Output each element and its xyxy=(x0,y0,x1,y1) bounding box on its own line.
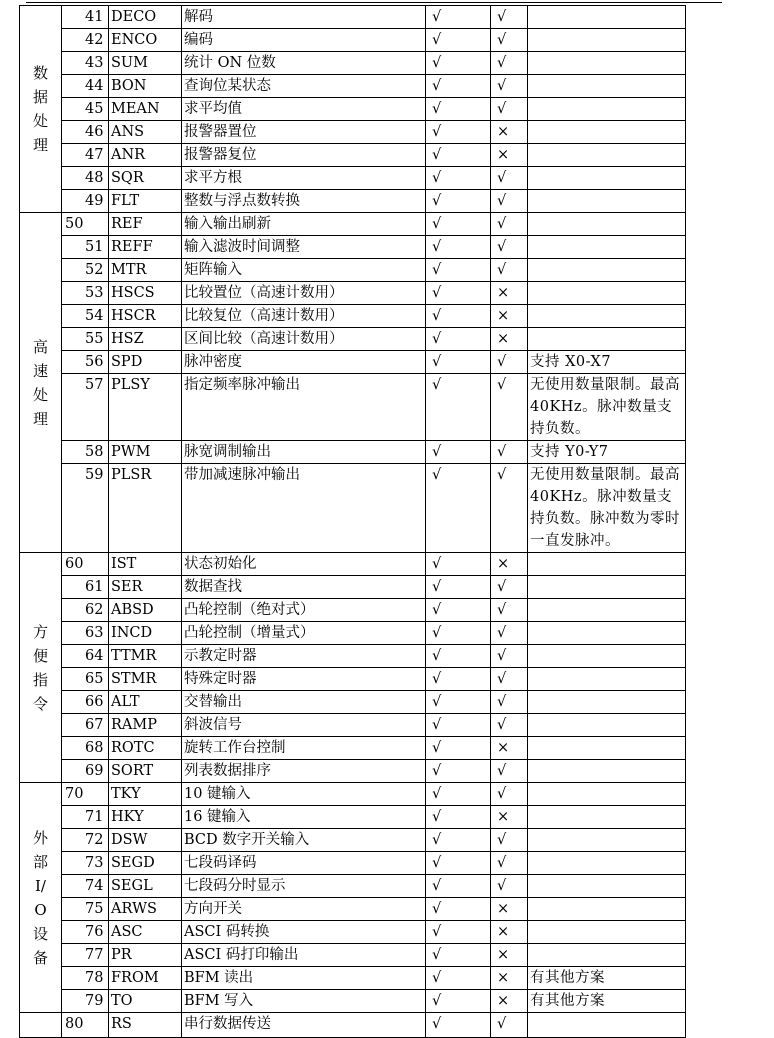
instruction-number: 70 xyxy=(62,783,109,806)
support-mark-1: √ xyxy=(426,351,491,374)
instruction-number: 57 xyxy=(62,374,109,441)
instruction-note xyxy=(528,829,686,852)
support-mark-2: √ xyxy=(491,622,528,645)
instruction-note xyxy=(528,328,686,351)
support-mark-1: √ xyxy=(426,737,491,760)
instruction-description: 16 键输入 xyxy=(182,806,426,829)
instruction-note xyxy=(528,190,686,213)
category-cell xyxy=(20,783,62,1013)
instruction-mnemonic: RS xyxy=(109,1013,182,1038)
support-mark-1: √ xyxy=(426,921,491,944)
table-row xyxy=(20,190,686,213)
instruction-note xyxy=(528,98,686,121)
instruction-number: 64 xyxy=(62,645,109,668)
instruction-number: 42 xyxy=(62,29,109,52)
support-mark-1: √ xyxy=(426,990,491,1013)
instruction-number: 63 xyxy=(62,622,109,645)
support-mark-2: √ xyxy=(491,714,528,737)
instruction-note xyxy=(528,167,686,190)
support-mark-1: √ xyxy=(426,75,491,98)
instruction-note xyxy=(528,852,686,875)
table-row xyxy=(20,282,686,305)
instruction-number: 43 xyxy=(62,52,109,75)
instruction-note xyxy=(528,622,686,645)
support-mark-1: √ xyxy=(426,167,491,190)
instruction-number: 80 xyxy=(62,1013,109,1038)
instruction-description: 编码 xyxy=(182,29,426,52)
support-mark-2: √ xyxy=(491,875,528,898)
instruction-note xyxy=(528,599,686,622)
support-mark-2: × xyxy=(491,990,528,1013)
support-mark-1: √ xyxy=(426,464,491,553)
support-mark-1: √ xyxy=(426,98,491,121)
instruction-note xyxy=(528,553,686,576)
instruction-note xyxy=(528,213,686,236)
instruction-number: 68 xyxy=(62,737,109,760)
category-cell xyxy=(20,6,62,213)
table-row xyxy=(20,737,686,760)
table-row xyxy=(20,553,686,576)
instruction-description: 特殊定时器 xyxy=(182,668,426,691)
table-row xyxy=(20,783,686,806)
instruction-description: BFM 读出 xyxy=(182,967,426,990)
instruction-mnemonic: DECO xyxy=(109,6,182,29)
instruction-number: 71 xyxy=(62,806,109,829)
table-row xyxy=(20,806,686,829)
instruction-note xyxy=(528,29,686,52)
instruction-mnemonic: PR xyxy=(109,944,182,967)
instruction-number: 62 xyxy=(62,599,109,622)
category-cell xyxy=(20,1013,62,1038)
instruction-mnemonic: TKY xyxy=(109,783,182,806)
support-mark-2: √ xyxy=(491,236,528,259)
instruction-mnemonic: REFF xyxy=(109,236,182,259)
category-cell xyxy=(20,213,62,553)
support-mark-1: √ xyxy=(426,714,491,737)
table-row xyxy=(20,760,686,783)
instruction-number: 66 xyxy=(62,691,109,714)
instruction-description: 解码 xyxy=(182,6,426,29)
support-mark-1: √ xyxy=(426,806,491,829)
table-row xyxy=(20,98,686,121)
table-row xyxy=(20,6,686,29)
instruction-number: 56 xyxy=(62,351,109,374)
instruction-mnemonic: RAMP xyxy=(109,714,182,737)
support-mark-2: × xyxy=(491,944,528,967)
instruction-number: 44 xyxy=(62,75,109,98)
support-mark-2: √ xyxy=(491,783,528,806)
instruction-mnemonic: ROTC xyxy=(109,737,182,760)
instruction-mnemonic: SEGD xyxy=(109,852,182,875)
instruction-mnemonic: REF xyxy=(109,213,182,236)
instruction-description: 比较置位（高速计数用） xyxy=(182,282,426,305)
instruction-description: 交替输出 xyxy=(182,691,426,714)
instruction-description: BCD 数字开关输入 xyxy=(182,829,426,852)
support-mark-2: √ xyxy=(491,52,528,75)
instruction-note xyxy=(528,944,686,967)
instruction-number: 67 xyxy=(62,714,109,737)
category-label: 方便指令 xyxy=(32,622,48,713)
support-mark-2: × xyxy=(491,121,528,144)
instruction-description: ASCI 码打印输出 xyxy=(182,944,426,967)
instruction-mnemonic: PLSR xyxy=(109,464,182,553)
instruction-description: 串行数据传送 xyxy=(182,1013,426,1038)
support-mark-1: √ xyxy=(426,259,491,282)
category-label: 数据处理 xyxy=(32,64,48,154)
instruction-number: 41 xyxy=(62,6,109,29)
instruction-description: 示教定时器 xyxy=(182,645,426,668)
instruction-note xyxy=(528,783,686,806)
table-row xyxy=(20,351,686,374)
support-mark-2: √ xyxy=(491,29,528,52)
instruction-mnemonic: ANS xyxy=(109,121,182,144)
support-mark-1: √ xyxy=(426,121,491,144)
instruction-description: 旋转工作台控制 xyxy=(182,737,426,760)
support-mark-2: √ xyxy=(491,374,528,441)
instruction-note: 无使用数量限制。最高 40KHz。脉冲数量支持负数。 xyxy=(528,374,686,441)
instruction-description: 脉冲密度 xyxy=(182,351,426,374)
table-row xyxy=(20,990,686,1013)
instruction-number: 65 xyxy=(62,668,109,691)
instruction-note xyxy=(528,75,686,98)
instruction-mnemonic: ENCO xyxy=(109,29,182,52)
instruction-mnemonic: HKY xyxy=(109,806,182,829)
instruction-note xyxy=(528,760,686,783)
instruction-number: 58 xyxy=(62,441,109,464)
table-row xyxy=(20,645,686,668)
table-row xyxy=(20,921,686,944)
support-mark-1: √ xyxy=(426,29,491,52)
instruction-mnemonic: HSCS xyxy=(109,282,182,305)
support-mark-2: √ xyxy=(491,691,528,714)
instruction-mnemonic: SUM xyxy=(109,52,182,75)
support-mark-2: × xyxy=(491,328,528,351)
table-row xyxy=(20,441,686,464)
support-mark-1: √ xyxy=(426,1013,491,1038)
support-mark-2: √ xyxy=(491,351,528,374)
instruction-number: 47 xyxy=(62,144,109,167)
instruction-number: 60 xyxy=(62,553,109,576)
instruction-note xyxy=(528,52,686,75)
support-mark-2: √ xyxy=(491,167,528,190)
table-row xyxy=(20,875,686,898)
table-row xyxy=(20,144,686,167)
table-row xyxy=(20,668,686,691)
instruction-mnemonic: DSW xyxy=(109,829,182,852)
support-mark-1: √ xyxy=(426,599,491,622)
instruction-mnemonic: FLT xyxy=(109,190,182,213)
instruction-mnemonic: ABSD xyxy=(109,599,182,622)
instruction-mnemonic: SEGL xyxy=(109,875,182,898)
instruction-mnemonic: SQR xyxy=(109,167,182,190)
support-mark-2: √ xyxy=(491,829,528,852)
instruction-number: 59 xyxy=(62,464,109,553)
instruction-mnemonic: IST xyxy=(109,553,182,576)
instruction-note xyxy=(528,121,686,144)
instruction-note xyxy=(528,282,686,305)
table-row xyxy=(20,52,686,75)
instruction-description: 区间比较（高速计数用） xyxy=(182,328,426,351)
instruction-mnemonic: STMR xyxy=(109,668,182,691)
support-mark-1: √ xyxy=(426,236,491,259)
support-mark-1: √ xyxy=(426,691,491,714)
support-mark-2: × xyxy=(491,282,528,305)
support-mark-2: √ xyxy=(491,464,528,553)
instruction-description: 数据查找 xyxy=(182,576,426,599)
instruction-note xyxy=(528,144,686,167)
instruction-note xyxy=(528,305,686,328)
instruction-note: 有其他方案 xyxy=(528,990,686,1013)
instruction-description: 脉宽调制输出 xyxy=(182,441,426,464)
support-mark-1: √ xyxy=(426,190,491,213)
support-mark-1: √ xyxy=(426,760,491,783)
instruction-number: 77 xyxy=(62,944,109,967)
instruction-description: 查询位某状态 xyxy=(182,75,426,98)
instruction-number: 78 xyxy=(62,967,109,990)
category-cell xyxy=(20,553,62,783)
instruction-note xyxy=(528,576,686,599)
instruction-number: 49 xyxy=(62,190,109,213)
instruction-number: 45 xyxy=(62,98,109,121)
table-row xyxy=(20,714,686,737)
instruction-number: 54 xyxy=(62,305,109,328)
instruction-description: 方向开关 xyxy=(182,898,426,921)
instruction-note xyxy=(528,691,686,714)
instruction-description: 报警器置位 xyxy=(182,121,426,144)
instruction-description: 七段码译码 xyxy=(182,852,426,875)
instruction-number: 55 xyxy=(62,328,109,351)
support-mark-2: √ xyxy=(491,213,528,236)
instruction-note xyxy=(528,737,686,760)
instruction-note xyxy=(528,645,686,668)
instruction-description: 比较复位（高速计数用） xyxy=(182,305,426,328)
support-mark-1: √ xyxy=(426,852,491,875)
table-row xyxy=(20,167,686,190)
instruction-number: 61 xyxy=(62,576,109,599)
instruction-note xyxy=(528,898,686,921)
instruction-mnemonic: ASC xyxy=(109,921,182,944)
support-mark-1: √ xyxy=(426,829,491,852)
instruction-note: 支持 X0-X7 xyxy=(528,351,686,374)
support-mark-1: √ xyxy=(426,944,491,967)
instruction-table xyxy=(19,5,686,1038)
support-mark-2: × xyxy=(491,967,528,990)
table-row xyxy=(20,967,686,990)
table-row xyxy=(20,691,686,714)
instruction-mnemonic: ARWS xyxy=(109,898,182,921)
instruction-note: 无使用数量限制。最高 40KHz。脉冲数量支持负数。脉冲数为零时一直发脉冲。 xyxy=(528,464,686,553)
instruction-note xyxy=(528,6,686,29)
table-row xyxy=(20,75,686,98)
support-mark-2: × xyxy=(491,737,528,760)
top-rule xyxy=(26,2,722,3)
instruction-mnemonic: INCD xyxy=(109,622,182,645)
instruction-number: 48 xyxy=(62,167,109,190)
support-mark-2: √ xyxy=(491,668,528,691)
instruction-number: 46 xyxy=(62,121,109,144)
instruction-note: 支持 Y0-Y7 xyxy=(528,441,686,464)
instruction-mnemonic: ANR xyxy=(109,144,182,167)
instruction-mnemonic: MTR xyxy=(109,259,182,282)
instruction-mnemonic: HSCR xyxy=(109,305,182,328)
instruction-mnemonic: SORT xyxy=(109,760,182,783)
support-mark-1: √ xyxy=(426,783,491,806)
instruction-number: 74 xyxy=(62,875,109,898)
instruction-mnemonic: TO xyxy=(109,990,182,1013)
instruction-mnemonic: TTMR xyxy=(109,645,182,668)
table-row xyxy=(20,944,686,967)
support-mark-2: × xyxy=(491,144,528,167)
instruction-description: 报警器复位 xyxy=(182,144,426,167)
support-mark-2: √ xyxy=(491,576,528,599)
instruction-number: 72 xyxy=(62,829,109,852)
instruction-description: 带加减速脉冲输出 xyxy=(182,464,426,553)
support-mark-1: √ xyxy=(426,6,491,29)
support-mark-1: √ xyxy=(426,875,491,898)
instruction-description: 整数与浮点数转换 xyxy=(182,190,426,213)
category-label: 外部I/O设备 xyxy=(32,828,48,967)
table-row xyxy=(20,852,686,875)
instruction-mnemonic: MEAN xyxy=(109,98,182,121)
support-mark-2: × xyxy=(491,806,528,829)
support-mark-2: √ xyxy=(491,1013,528,1038)
instruction-mnemonic: SPD xyxy=(109,351,182,374)
instruction-description: 状态初始化 xyxy=(182,553,426,576)
support-mark-1: √ xyxy=(426,282,491,305)
instruction-description: 输入滤波时间调整 xyxy=(182,236,426,259)
instruction-mnemonic: BON xyxy=(109,75,182,98)
table-row xyxy=(20,29,686,52)
support-mark-1: √ xyxy=(426,645,491,668)
instruction-note xyxy=(528,1013,686,1038)
support-mark-2: √ xyxy=(491,852,528,875)
table-row xyxy=(20,464,686,553)
table-row xyxy=(20,328,686,351)
support-mark-2: √ xyxy=(491,259,528,282)
instruction-note xyxy=(528,236,686,259)
table-row xyxy=(20,374,686,441)
support-mark-2: √ xyxy=(491,645,528,668)
support-mark-2: √ xyxy=(491,599,528,622)
support-mark-2: √ xyxy=(491,98,528,121)
instruction-table-body xyxy=(20,6,686,1038)
instruction-number: 69 xyxy=(62,760,109,783)
instruction-description: ASCI 码转换 xyxy=(182,921,426,944)
instruction-mnemonic: HSZ xyxy=(109,328,182,351)
instruction-mnemonic: FROM xyxy=(109,967,182,990)
instruction-number: 79 xyxy=(62,990,109,1013)
instruction-note xyxy=(528,714,686,737)
support-mark-1: √ xyxy=(426,328,491,351)
instruction-note xyxy=(528,259,686,282)
table-row xyxy=(20,1013,686,1038)
instruction-description: 统计 ON 位数 xyxy=(182,52,426,75)
instruction-mnemonic: PWM xyxy=(109,441,182,464)
instruction-mnemonic: ALT xyxy=(109,691,182,714)
support-mark-1: √ xyxy=(426,144,491,167)
support-mark-1: √ xyxy=(426,668,491,691)
support-mark-2: √ xyxy=(491,441,528,464)
instruction-note: 有其他方案 xyxy=(528,967,686,990)
support-mark-1: √ xyxy=(426,213,491,236)
support-mark-2: √ xyxy=(491,190,528,213)
support-mark-1: √ xyxy=(426,374,491,441)
table-row xyxy=(20,599,686,622)
support-mark-2: √ xyxy=(491,75,528,98)
table-row xyxy=(20,622,686,645)
instruction-description: 列表数据排序 xyxy=(182,760,426,783)
instruction-description: 凸轮控制（增量式） xyxy=(182,622,426,645)
table-row xyxy=(20,259,686,282)
support-mark-2: × xyxy=(491,553,528,576)
support-mark-2: × xyxy=(491,305,528,328)
instruction-note xyxy=(528,668,686,691)
instruction-description: BFM 写入 xyxy=(182,990,426,1013)
category-label: 高速处理 xyxy=(32,337,48,428)
table-row xyxy=(20,305,686,328)
instruction-description: 求平均值 xyxy=(182,98,426,121)
instruction-number: 52 xyxy=(62,259,109,282)
instruction-description: 输入输出刷新 xyxy=(182,213,426,236)
support-mark-1: √ xyxy=(426,898,491,921)
table-row xyxy=(20,576,686,599)
support-mark-1: √ xyxy=(426,553,491,576)
table-row xyxy=(20,121,686,144)
instruction-description: 矩阵输入 xyxy=(182,259,426,282)
table-row xyxy=(20,213,686,236)
support-mark-2: √ xyxy=(491,760,528,783)
support-mark-2: √ xyxy=(491,6,528,29)
instruction-description: 指定频率脉冲输出 xyxy=(182,374,426,441)
support-mark-2: × xyxy=(491,898,528,921)
instruction-number: 50 xyxy=(62,213,109,236)
support-mark-1: √ xyxy=(426,967,491,990)
instruction-description: 10 键输入 xyxy=(182,783,426,806)
support-mark-2: × xyxy=(491,921,528,944)
instruction-description: 斜波信号 xyxy=(182,714,426,737)
instruction-number: 75 xyxy=(62,898,109,921)
instruction-description: 求平方根 xyxy=(182,167,426,190)
support-mark-1: √ xyxy=(426,441,491,464)
support-mark-1: √ xyxy=(426,576,491,599)
table-row xyxy=(20,829,686,852)
instruction-note xyxy=(528,806,686,829)
table-row xyxy=(20,898,686,921)
instruction-number: 76 xyxy=(62,921,109,944)
instruction-note xyxy=(528,921,686,944)
table-row xyxy=(20,236,686,259)
instruction-description: 凸轮控制（绝对式） xyxy=(182,599,426,622)
instruction-number: 53 xyxy=(62,282,109,305)
instruction-number: 51 xyxy=(62,236,109,259)
instruction-mnemonic: PLSY xyxy=(109,374,182,441)
instruction-mnemonic: SER xyxy=(109,576,182,599)
support-mark-1: √ xyxy=(426,622,491,645)
support-mark-1: √ xyxy=(426,52,491,75)
support-mark-1: √ xyxy=(426,305,491,328)
instruction-description: 七段码分时显示 xyxy=(182,875,426,898)
instruction-number: 73 xyxy=(62,852,109,875)
instruction-note xyxy=(528,875,686,898)
